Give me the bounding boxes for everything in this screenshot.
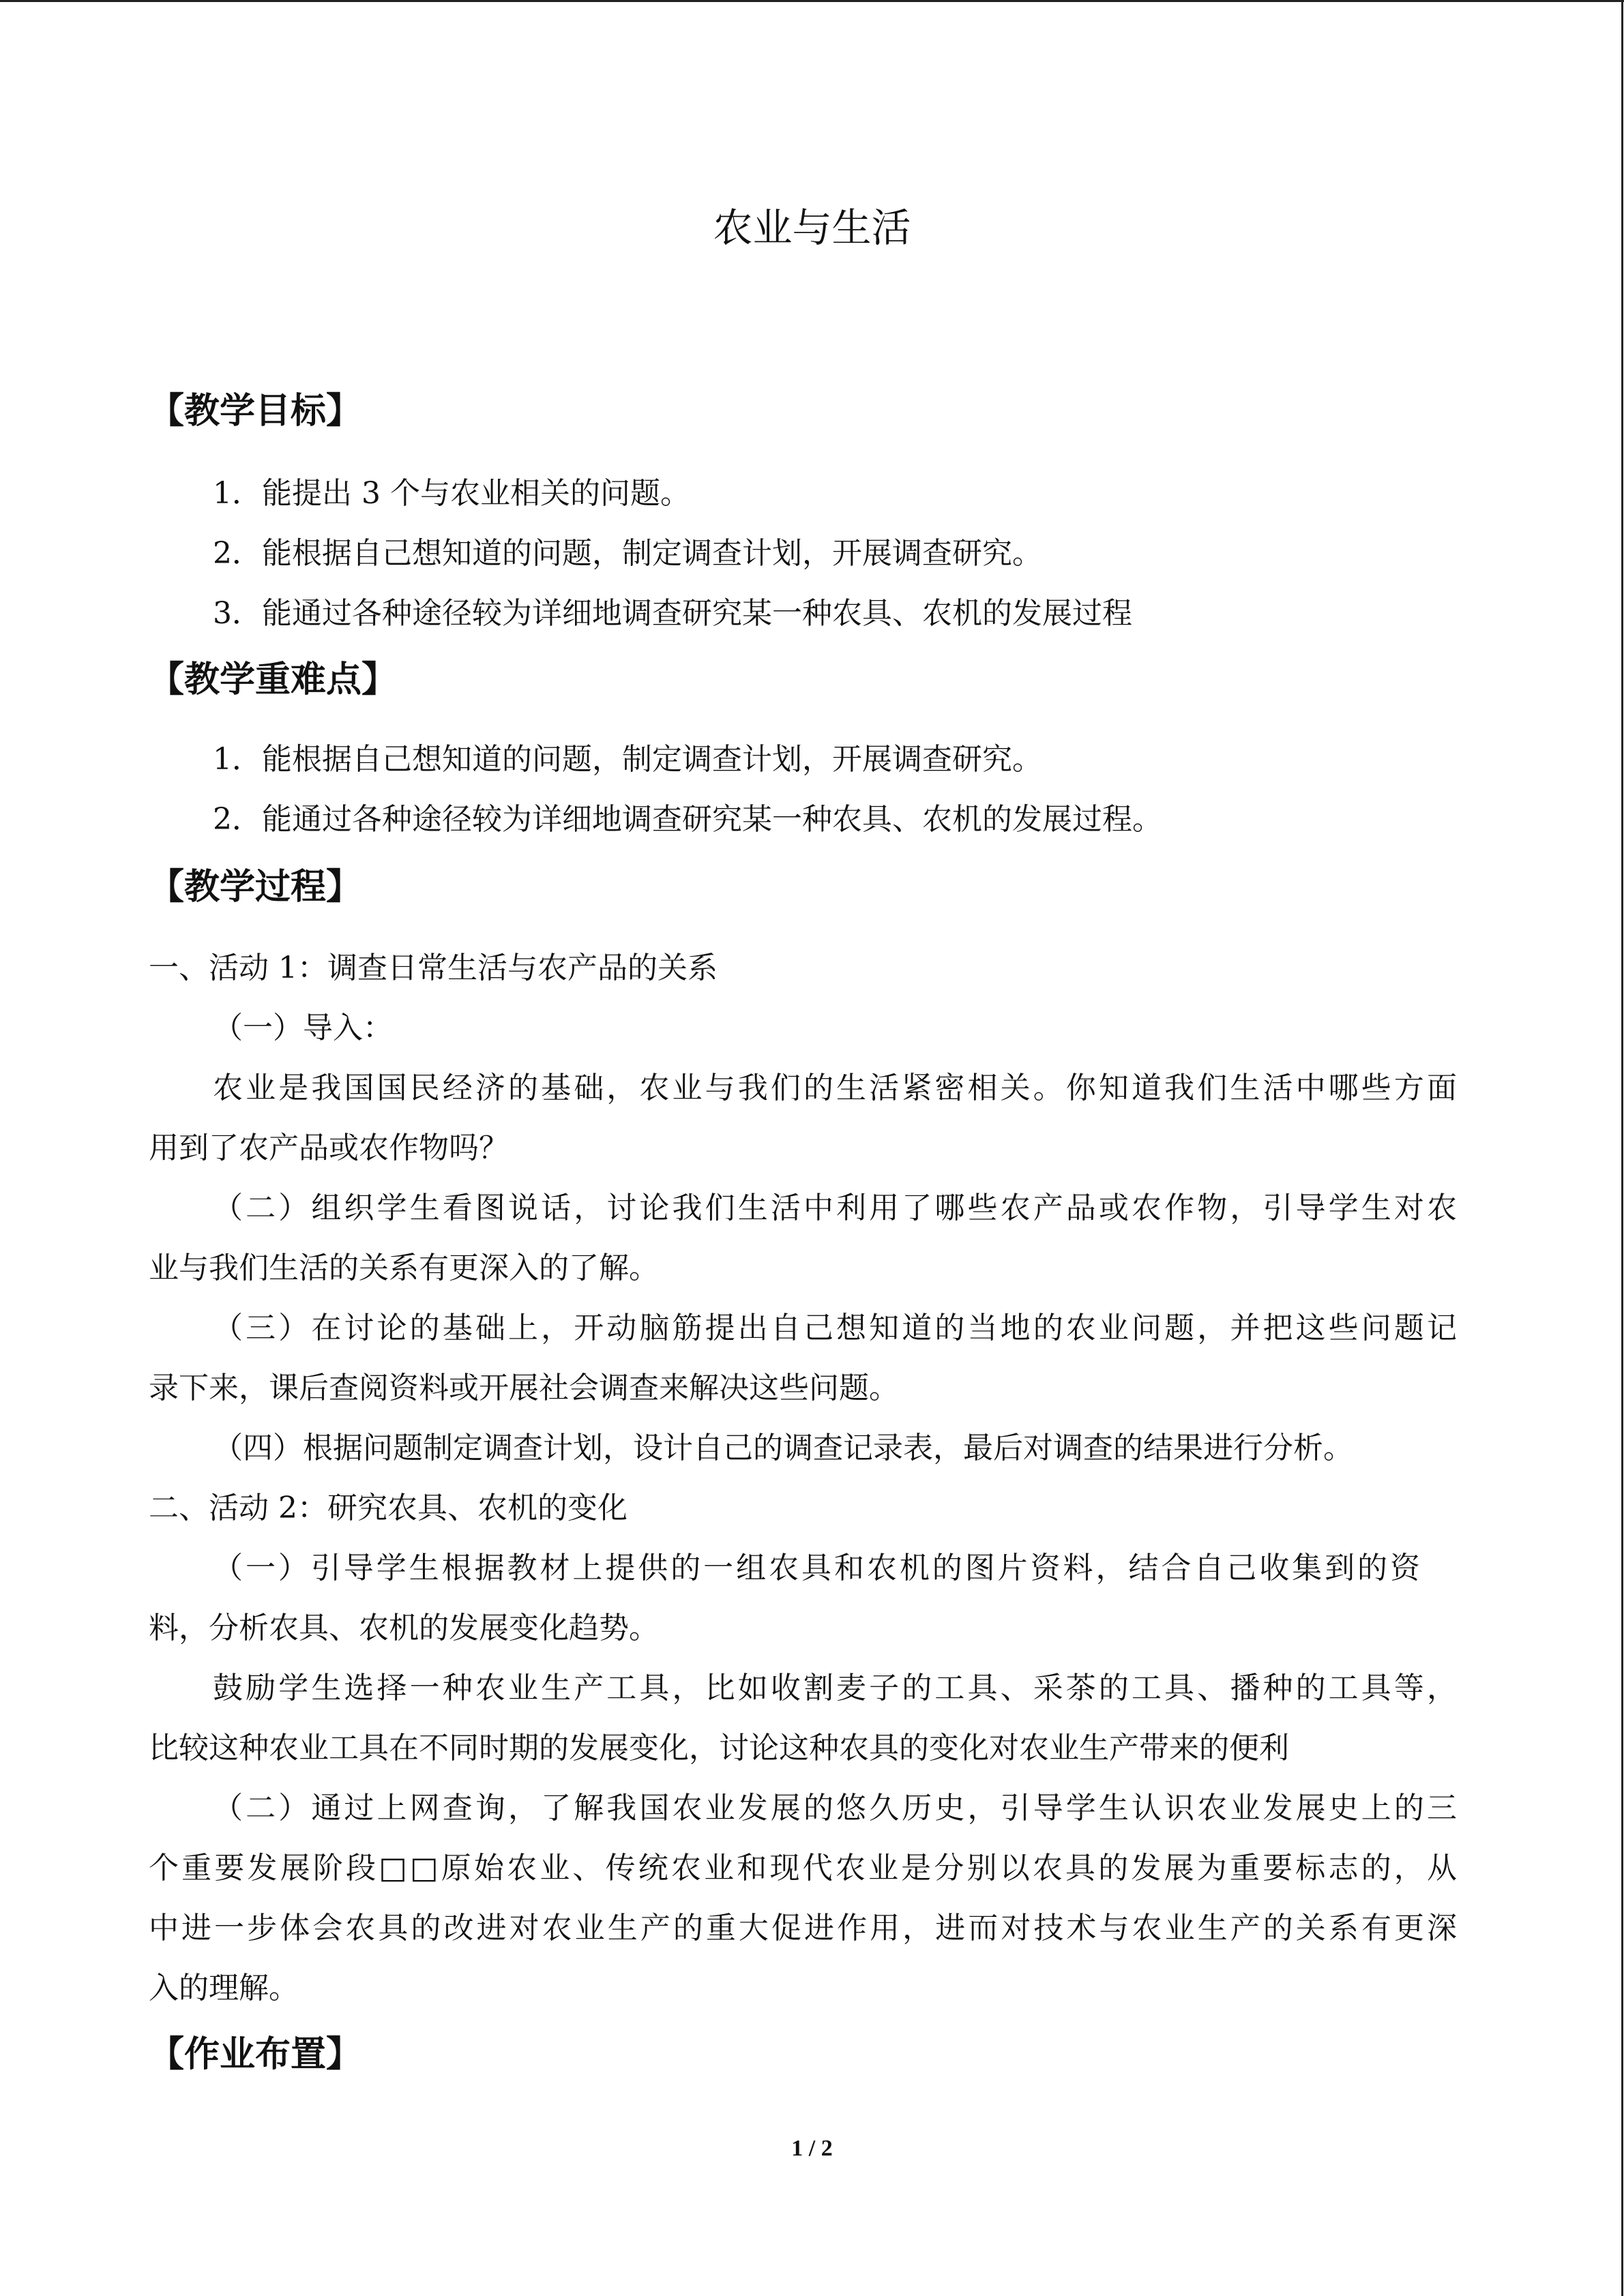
a2-paragraph1-line2: 料，分析农具、农机的发展变化趋势。 [149,1611,659,1645]
keypoint-item-1: 1．能根据自己想知道的问题，制定调查计划，开展调查研究。 [213,742,1042,777]
a2-paragraph3-line4: 入的理解。 [149,1971,299,2006]
a1-paragraph2-line1: （二）组织学生看图说话，讨论我们生活中利用了哪些农产品或农作物，引导学生对农 [213,1191,1457,1225]
a1-paragraph1-line1: 农业是我国国民经济的基础，农业与我们的生活紧密相关。你知道我们生活中哪些方面 [213,1071,1457,1105]
a2-paragraph2-line2: 比较这种农业工具在不同时期的发展变化，讨论这种农具的变化对农业生产带来的便利 [149,1731,1289,1765]
goal-item-1: 1．能提出 3 个与农业相关的问题。 [213,476,690,511]
a2-paragraph1-line1: （一）引导学生根据教材上提供的一组农具和农机的图片资料，结合自己收集到的资 [213,1551,1420,1585]
a1-paragraph3-line2: 录下来，课后查阅资料或开展社会调查来解决这些问题。 [149,1371,899,1405]
homework-heading: 【作业布置】 [149,2034,362,2075]
goal-item-2: 2．能根据自己想知道的问题，制定调查计划，开展调查研究。 [213,536,1042,571]
a1-paragraph4-line1: （四）根据问题制定调查计划，设计自己的调查记录表，最后对调查的结果进行分析。 [213,1431,1353,1465]
page-top-border [0,0,1624,2]
a2-paragraph3-line3: 中进一步体会农具的改进对农业生产的重大促进作用，进而对技术与农业生产的关系有更深 [149,1911,1457,1945]
a1-paragraph3-line1: （三）在讨论的基础上，开动脑筋提出自己想知道的当地的农业问题，并把这些问题记 [213,1311,1457,1345]
process-heading: 【教学过程】 [149,867,362,908]
a2-paragraph2-line1: 鼓励学生选择一种农业生产工具，比如收割麦子的工具、采茶的工具、播种的工具等， [213,1671,1457,1705]
goals-heading: 【教学目标】 [149,391,362,432]
activity1-title: 一、活动 1：调查日常生活与农产品的关系 [149,951,718,985]
a1-paragraph1-line2: 用到了农产品或农作物吗？ [149,1131,509,1165]
keypoint-item-2: 2．能通过各种途径较为详细地调查研究某一种农具、农机的发展过程。 [213,802,1162,837]
activity1-intro: （一）导入： [213,1011,393,1045]
page-right-border [1621,0,1623,2296]
a2-paragraph3-line1: （二）通过上网查询，了解我国农业发展的悠久历史，引导学生认识农业发展史上的三 [213,1791,1457,1825]
a1-paragraph2-line2: 业与我们生活的关系有更深入的了解。 [149,1251,659,1285]
document-title: 农业与生活 [713,205,911,251]
activity2-title: 二、活动 2：研究农具、农机的变化 [149,1491,628,1525]
a2-paragraph3-line2: 个重要发展阶段□□原始农业、传统农业和现代农业是分别以农具的发展为重要标志的，从 [149,1851,1457,1885]
goal-item-3: 3．能通过各种途径较为详细地调查研究某一种农具、农机的发展过程 [213,596,1132,631]
page-indicator: 1 / 2 [791,2136,833,2161]
keypoints-heading: 【教学重难点】 [149,659,398,700]
